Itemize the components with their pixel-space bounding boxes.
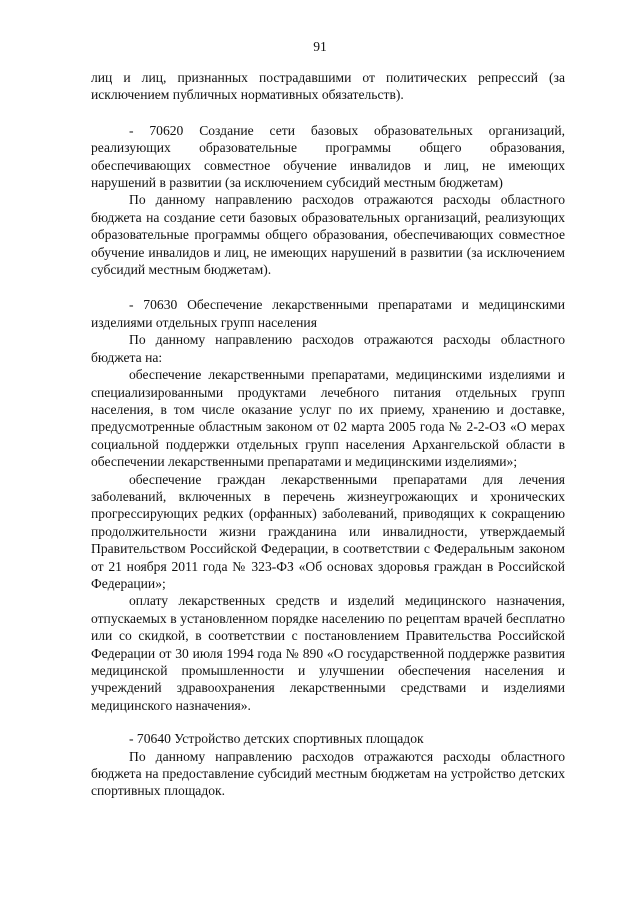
page-number: 91: [313, 39, 327, 54]
paragraph-70630-intro: По данному направлению расходов отражаются расходы областного бюджета на:: [91, 332, 565, 365]
paragraph-continuation: лиц и лиц, признанных пострадавшими от политических репрессий (за исключением публичных нормативных обязательств).: [91, 70, 565, 103]
paragraph-70630-item-2: обеспечение граждан лекарственными препаратами для лечения заболеваний, включенных в перечень жизнеугрожающих и хронических прогрессирующих редких (орфанных) заболеваний, приводящих к сокращению продолжительности жизни гражданина или инвалидности, утверждаемый Правительством Российской Федерации, в соответствии с Федеральным законом от 21 ноября 2011 года № 323-ФЗ «Об основах здоровья граждан в Российской Федерации»;: [91, 471, 565, 591]
section-heading-70630: - 70630 Обеспечение лекарственными препаратами и медицинскими изделиями отдельных групп населения: [91, 297, 565, 330]
paragraph-70630-item-3: оплату лекарственных средств и изделий медицинского назначения, отпускаемых в установленном порядке населению по рецептам врачей бесплатно или со скидкой, в соответствии с постановлением Правительства Российской Федерации от 30 июля 1994 года № 890 «О государственной поддержке развития медицинской промышленности и улучшении обеспечения населения и учреждений здравоохранения лекарственными средствами и изделиями медицинского назначения».: [91, 593, 565, 713]
section-heading-70640: - 70640 Устройство детских спортивных площадок: [129, 731, 424, 747]
paragraph-70620-description: По данному направлению расходов отражаются расходы областного бюджета на создание сети базовых образовательных организаций, реализующих образовательные программы общего образования, обеспечивающих совместное обучение инвалидов и лиц, не имеющих нарушений в развитии (за исключением субсидий местным бюджетам).: [91, 192, 565, 278]
section-heading-70620: - 70620 Создание сети базовых образовательных организаций, реализующих образовательные программы общего образования, обеспечивающих совместное обучение инвалидов и лиц, не имеющих нарушений в развитии (за исключением субсидий местным бюджетам): [91, 122, 565, 191]
paragraph-70630-item-1: обеспечение лекарственными препаратами, медицинскими изделиями и специализированными продуктами лечебного питания отдельных групп населения, в том числе оказание услуг по их приему, хранению и доставке, предусмотренные областным законом от 02 марта 2005 года № 2-2-ОЗ «О мерах социальной поддержки отдельных групп населения Архангельской области в обеспечении лекарственными препаратами и медицинскими изделиями»;: [91, 367, 565, 470]
document-body: [91, 69, 565, 800]
paragraph-70640-description: По данному направлению расходов отражаются расходы областного бюджета на предоставление субсидий местным бюджетам на устройство детских спортивных площадок.: [91, 748, 565, 799]
